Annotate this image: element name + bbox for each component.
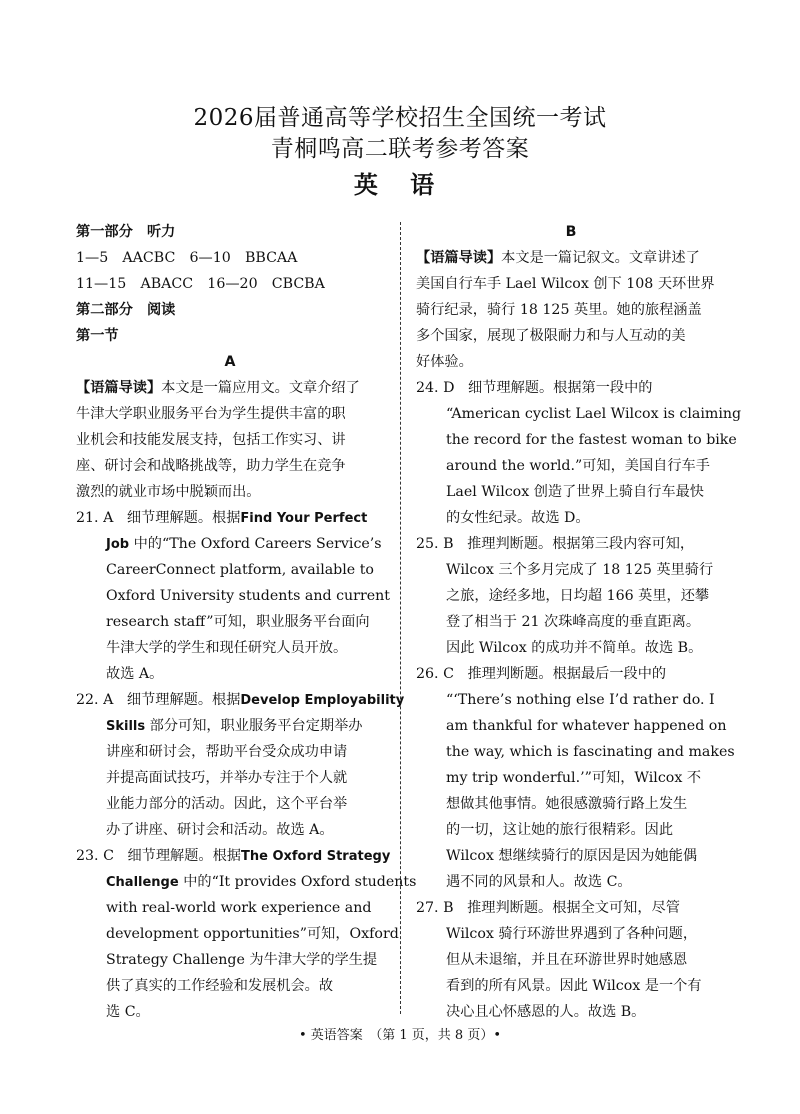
explanation-text: 的一切，这让她的旅行很精彩。因此 <box>446 822 674 838</box>
section1-heading: 第一节 <box>76 328 119 344</box>
question-number: 23. <box>76 848 99 864</box>
passage-a-guide <box>76 375 384 505</box>
guide-text: 激烈的就业市场中脱颖而出。 <box>76 484 261 500</box>
section-reference: Develop Employability <box>240 693 405 708</box>
question-number: 22. <box>76 692 99 708</box>
subject-heading: 英 语 <box>353 171 447 199</box>
explanation-text: 细节理解题。根据 <box>127 848 241 864</box>
explanation-text: 因此 Wilcox 的成功并不简单。故选 B。 <box>446 640 703 656</box>
answer-q24 <box>416 375 742 531</box>
explanation-text: 但从未退缩，并且在环游世界时她感恩 <box>446 952 688 968</box>
answer-letter: A <box>103 692 114 708</box>
answer-letter: D <box>443 380 455 396</box>
exam-subtitle: 青桐鸣高二联考参考答案 <box>270 136 530 162</box>
section-reference: Find Your Perfect <box>240 511 368 526</box>
explanation-text: 想做其他事情。她很感激骑行路上发生 <box>446 796 688 812</box>
explanation-text: Wilcox 骑行环游世界遇到了各种问题， <box>446 926 698 942</box>
explanation-text: Oxford University students and current <box>106 588 390 604</box>
explanation-text: 登了相当于 21 次珠峰高度的垂直距离。 <box>446 614 701 630</box>
exam-title: 2026届普通高等学校招生全国统一考试 <box>193 105 607 131</box>
explanation-text: the record for the fastest woman to bike <box>446 432 737 448</box>
explanation-text: 中的“The Oxford Careers Service’s <box>133 536 382 552</box>
explanation-text: 中的“It provides Oxford students <box>183 874 417 890</box>
explanation-text: 推理判断题。根据最后一段中的 <box>467 666 667 682</box>
part1-heading: 第一部分 听力 <box>76 224 176 240</box>
explanation-text: “American cyclist Lael Wilcox is claiming <box>446 406 742 422</box>
explanation-text: 细节理解题。根据 <box>126 692 241 708</box>
explanation-text: 细节理解题。根据第一段中的 <box>468 380 653 396</box>
explanation-text: 推理判断题。根据全文可知，尽管 <box>467 900 680 916</box>
answer-letter: B <box>443 900 454 916</box>
explanation-text: development opportunities”可知，Oxford <box>106 926 399 942</box>
guide-text: 多个国家，展现了极限耐力和与人互动的美 <box>416 328 686 344</box>
question-number: 26. <box>416 666 439 682</box>
explanation-text: 故选 A。 <box>106 666 164 682</box>
left-column <box>76 219 417 1025</box>
guide-text: 座、研讨会和战略挑战等，助力学生在竞争 <box>76 458 346 474</box>
guide-text: 骑行纪录，骑行 18 125 英里。她的旅程涵盖 <box>416 302 702 318</box>
explanation-text: 之旅，途经多地，日均超 166 英里，还攀 <box>446 588 710 604</box>
explanation-text: with real-world work experience and <box>106 900 372 916</box>
explanation-text: 推理判断题。根据第三段内容可知， <box>467 536 695 552</box>
question-number: 25. <box>416 536 439 552</box>
answer-q27 <box>416 895 726 1025</box>
listening-answers-1: 1—5 AACBC 6—10 BBCAA <box>76 250 298 266</box>
explanation-text: 部分可知，职业服务平台定期举办 <box>149 718 363 734</box>
explanation-text: my trip wonderful.’”可知，Wilcox 不 <box>446 770 702 786</box>
passage-b-label: B <box>565 224 577 240</box>
explanation-text: the way, which is fascinating and makes <box>446 744 735 760</box>
explanation-text: 业能力部分的活动。因此，这个平台举 <box>106 796 348 812</box>
question-number: 27. <box>416 900 439 916</box>
section-reference: Challenge <box>106 875 179 890</box>
answer-q23 <box>76 843 417 1025</box>
guide-text: 本文是一篇应用文。文章介绍了 <box>161 380 360 396</box>
explanation-text: “‘There’s nothing else I’d rather do. I <box>446 692 715 708</box>
listening-answers-2: 11—15 ABACC 16—20 CBCBA <box>76 276 325 292</box>
explanation-text: Lael Wilcox 创造了世界上骑自行车最快 <box>446 484 704 500</box>
answer-q22 <box>76 687 405 843</box>
question-number: 21. <box>76 510 99 526</box>
explanation-text: 办了讲座、研讨会和活动。故选 A。 <box>106 822 334 838</box>
section-reference: Skills <box>106 719 146 734</box>
explanation-text: 并提高面试技巧，并举办专注于个人就 <box>106 770 348 786</box>
answer-letter: B <box>443 536 454 552</box>
answer-q25 <box>416 531 726 661</box>
page-footer: • 英语答案 （第 1 页，共 8 页）• <box>298 1028 502 1043</box>
answer-letter: C <box>443 666 454 682</box>
explanation-text: 讲座和研讨会，帮助平台受众成功申请 <box>106 744 348 760</box>
answer-q21 <box>76 505 390 687</box>
right-column <box>416 219 742 1025</box>
explanation-text: Wilcox 想继续骑行的原因是因为她能偶 <box>446 848 698 864</box>
guide-text: 美国自行车手 Lael Wilcox 创下 108 天环世界 <box>416 276 715 292</box>
passage-a-label: A <box>224 354 236 370</box>
explanation-text: 牛津大学的学生和现任研究人员开放。 <box>106 640 348 656</box>
explanation-text: 供了真实的工作经验和发展机会。故 <box>106 978 334 994</box>
explanation-text: around the world.”可知，美国自行车手 <box>446 458 710 474</box>
guide-tag: 【语篇导读】 <box>416 250 502 266</box>
explanation-text: 细节理解题。根据 <box>126 510 241 526</box>
explanation-text: 选 C。 <box>106 1004 150 1020</box>
guide-text: 牛津大学职业服务平台为学生提供丰富的职 <box>76 406 346 422</box>
explanation-text: am thankful for whatever happened on <box>446 718 727 734</box>
guide-text: 好体验。 <box>416 354 473 370</box>
explanation-text: 看到的所有风景。因此 Wilcox 是一个有 <box>446 978 702 994</box>
explanation-text: Strategy Challenge 为牛津大学的学生提 <box>106 952 378 968</box>
guide-tag: 【语篇导读】 <box>76 380 162 396</box>
answer-q26 <box>416 661 735 895</box>
section-reference: The Oxford Strategy <box>241 849 391 864</box>
explanation-text: Wilcox 三个多月完成了 18 125 英里骑行 <box>446 562 714 578</box>
section-reference: Job <box>106 537 130 552</box>
guide-text: 业机会和技能发展支持，包括工作实习、讲 <box>76 432 346 448</box>
explanation-text: 决心且心怀感恩的人。故选 B。 <box>446 1004 646 1020</box>
explanation-text: 的女性纪录。故选 D。 <box>446 510 590 526</box>
passage-b-guide <box>416 245 726 375</box>
explanation-text: CareerConnect platform, available to <box>106 562 374 578</box>
explanation-text: 遇不同的风景和人。故选 C。 <box>446 874 632 890</box>
explanation-text: research staff”可知，职业服务平台面向 <box>106 614 370 630</box>
answer-letter: A <box>103 510 114 526</box>
question-number: 24. <box>416 380 439 396</box>
answer-letter: C <box>103 848 114 864</box>
guide-text: 本文是一篇记叙文。文章讲述了 <box>501 250 700 266</box>
part2-heading: 第二部分 阅读 <box>76 302 176 318</box>
column-divider <box>400 222 401 1014</box>
